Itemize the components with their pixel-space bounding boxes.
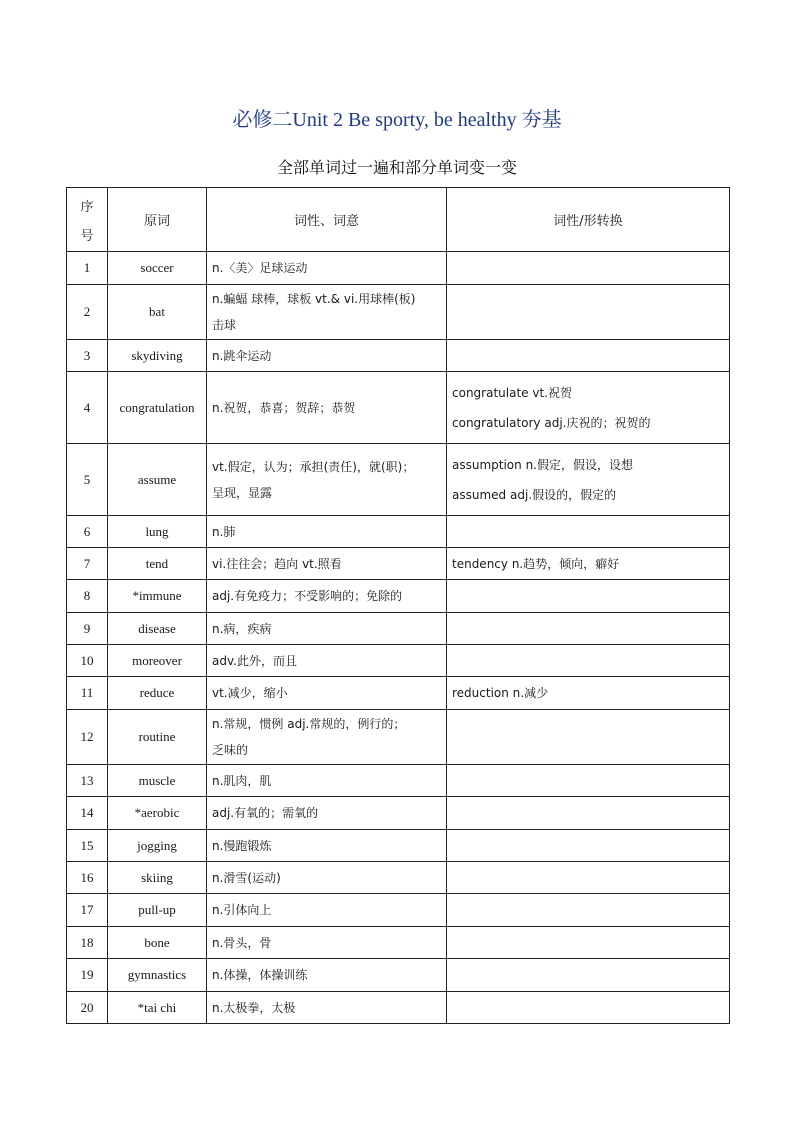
row-word: moreover xyxy=(108,645,207,677)
table-row xyxy=(67,894,730,927)
row-word: bone xyxy=(108,927,207,959)
row-number: 3 xyxy=(67,340,108,372)
row-number: 13 xyxy=(67,765,108,797)
meaning-line: adj.有免疫力；不受影响的；免除的 xyxy=(212,589,403,603)
table-row xyxy=(67,677,730,710)
row-meaning xyxy=(207,645,447,677)
row-meaning xyxy=(207,285,447,340)
table-body xyxy=(67,252,730,1024)
row-word: *tai chi xyxy=(108,992,207,1024)
header-number xyxy=(67,188,108,252)
row-word: gymnastics xyxy=(108,959,207,992)
row-word: pull-up xyxy=(108,894,207,927)
row-word: skiing xyxy=(108,862,207,894)
row-number: 10 xyxy=(67,645,108,677)
conversion-line: tendency n.趋势，倾向，癖好 xyxy=(452,556,620,571)
page-subtitle: 全部单词过一遍和部分单词变一变 xyxy=(276,158,517,177)
meaning-line: n.体操，体操训练 xyxy=(212,968,308,982)
row-word: *immune xyxy=(108,580,207,613)
row-meaning xyxy=(207,830,447,862)
header-number-line1: 序 xyxy=(80,198,94,214)
row-meaning xyxy=(207,797,447,830)
meaning-line: n.慢跑锻炼 xyxy=(212,838,272,853)
row-number: 14 xyxy=(67,797,108,830)
meaning-line: n.太极拳，太极 xyxy=(212,1000,296,1015)
row-meaning xyxy=(207,548,447,580)
row-meaning xyxy=(207,894,447,927)
row-number: 16 xyxy=(67,862,108,894)
row-conversion xyxy=(447,765,730,797)
table-row xyxy=(67,580,730,613)
row-number: 6 xyxy=(67,516,108,548)
table-row xyxy=(67,548,730,580)
table-row xyxy=(67,516,730,548)
row-conversion xyxy=(447,516,730,548)
meaning-line: adj.有氧的；需氧的 xyxy=(212,806,319,820)
row-number: 5 xyxy=(67,444,108,516)
table-row xyxy=(67,959,730,992)
header-conversion: 词性/形转换 xyxy=(447,188,730,252)
meaning-line: n.病，疾病 xyxy=(212,621,272,636)
table-row xyxy=(67,645,730,677)
table-row xyxy=(67,765,730,797)
row-meaning xyxy=(207,372,447,444)
row-number: 18 xyxy=(67,927,108,959)
row-conversion xyxy=(447,285,730,340)
table-row xyxy=(67,285,730,340)
meaning-line: n.引体向上 xyxy=(212,903,272,917)
table-row xyxy=(67,613,730,645)
row-conversion xyxy=(447,797,730,830)
row-number: 8 xyxy=(67,580,108,613)
row-number: 2 xyxy=(67,285,108,340)
conversion-line: assumed adj.假设的，假定的 xyxy=(452,487,617,502)
meaning-line: 击球 xyxy=(212,318,237,332)
meaning-line: n.骨头，骨 xyxy=(212,935,272,950)
meaning-line: 呈现，显露 xyxy=(212,485,273,500)
row-meaning xyxy=(207,580,447,613)
row-number: 11 xyxy=(67,677,108,710)
row-number: 12 xyxy=(67,710,108,765)
table-row xyxy=(67,340,730,372)
row-number: 19 xyxy=(67,959,108,992)
row-word: disease xyxy=(108,613,207,645)
row-meaning xyxy=(207,340,447,372)
row-conversion xyxy=(447,927,730,959)
row-word: tend xyxy=(108,548,207,580)
row-conversion xyxy=(447,372,730,444)
table-row xyxy=(67,372,730,444)
table-row xyxy=(67,252,730,285)
row-word: *aerobic xyxy=(108,797,207,830)
row-word: routine xyxy=(108,710,207,765)
row-word: muscle xyxy=(108,765,207,797)
row-number: 1 xyxy=(67,252,108,285)
conversion-line: congratulatory adj.庆祝的；祝贺的 xyxy=(452,415,651,430)
meaning-line: n.蝙蝠 球棒，球板 vt.& vi.用球棒(板) xyxy=(212,292,416,306)
row-conversion xyxy=(447,548,730,580)
row-conversion xyxy=(447,613,730,645)
row-meaning xyxy=(207,765,447,797)
conversion-line: reduction n.减少 xyxy=(452,686,549,700)
row-meaning xyxy=(207,992,447,1024)
row-conversion xyxy=(447,959,730,992)
row-word: reduce xyxy=(108,677,207,710)
meaning-line: n.滑雪(运动) xyxy=(212,870,281,885)
row-number: 15 xyxy=(67,830,108,862)
row-conversion xyxy=(447,677,730,710)
row-word: assume xyxy=(108,444,207,516)
row-word: bat xyxy=(108,285,207,340)
conversion-line: assumption n.假定，假设，设想 xyxy=(452,457,633,472)
row-conversion xyxy=(447,862,730,894)
row-meaning xyxy=(207,516,447,548)
meaning-line: adv.此外，而且 xyxy=(212,653,297,668)
meaning-line: 乏味的 xyxy=(212,743,249,757)
row-meaning xyxy=(207,862,447,894)
row-number: 9 xyxy=(67,613,108,645)
row-number: 4 xyxy=(67,372,108,444)
table-row xyxy=(67,992,730,1024)
row-meaning xyxy=(207,959,447,992)
row-conversion xyxy=(447,830,730,862)
page-title: 必修二Unit 2 Be sporty, be healthy 夯基 xyxy=(232,109,562,131)
row-number: 7 xyxy=(67,548,108,580)
meaning-line: n.肺 xyxy=(212,524,236,539)
row-meaning xyxy=(207,677,447,710)
vocabulary-table xyxy=(66,187,730,1024)
meaning-line: n.〈美〉足球运动 xyxy=(212,261,308,275)
row-meaning xyxy=(207,613,447,645)
row-number: 20 xyxy=(67,992,108,1024)
row-conversion xyxy=(447,444,730,516)
row-word: lung xyxy=(108,516,207,548)
meaning-line: n.祝贺，恭喜；贺辞；恭贺 xyxy=(212,400,356,415)
table-header-row xyxy=(67,188,730,252)
meaning-line: vi.往往会；趋向 vt.照看 xyxy=(212,556,342,571)
table-row xyxy=(67,797,730,830)
table-row xyxy=(67,862,730,894)
row-conversion xyxy=(447,645,730,677)
row-conversion xyxy=(447,340,730,372)
meaning-line: vt.假定，认为；承担(责任)，就(职)； xyxy=(212,459,415,474)
table-row xyxy=(67,710,730,765)
row-word: soccer xyxy=(108,252,207,285)
row-word: jogging xyxy=(108,830,207,862)
row-conversion xyxy=(447,894,730,927)
row-meaning xyxy=(207,927,447,959)
conversion-line: congratulate vt.祝贺 xyxy=(452,385,572,400)
meaning-line: n.跳伞运动 xyxy=(212,348,272,363)
meaning-line: n.肌肉，肌 xyxy=(212,773,272,788)
row-conversion xyxy=(447,710,730,765)
row-number: 17 xyxy=(67,894,108,927)
row-meaning xyxy=(207,444,447,516)
table-row xyxy=(67,444,730,516)
meaning-line: n.常规，惯例 adj.常规的，例行的； xyxy=(212,717,406,731)
row-conversion xyxy=(447,580,730,613)
table-row xyxy=(67,927,730,959)
row-conversion xyxy=(447,252,730,285)
meaning-line: vt.减少，缩小 xyxy=(212,686,288,700)
header-meaning: 词性、词意 xyxy=(207,188,447,252)
header-word: 原词 xyxy=(108,188,207,252)
row-meaning xyxy=(207,252,447,285)
row-word: skydiving xyxy=(108,340,207,372)
header-number-line2: 号 xyxy=(80,227,94,243)
row-meaning xyxy=(207,710,447,765)
row-conversion xyxy=(447,992,730,1024)
row-word: congratulation xyxy=(108,372,207,444)
table-row xyxy=(67,830,730,862)
